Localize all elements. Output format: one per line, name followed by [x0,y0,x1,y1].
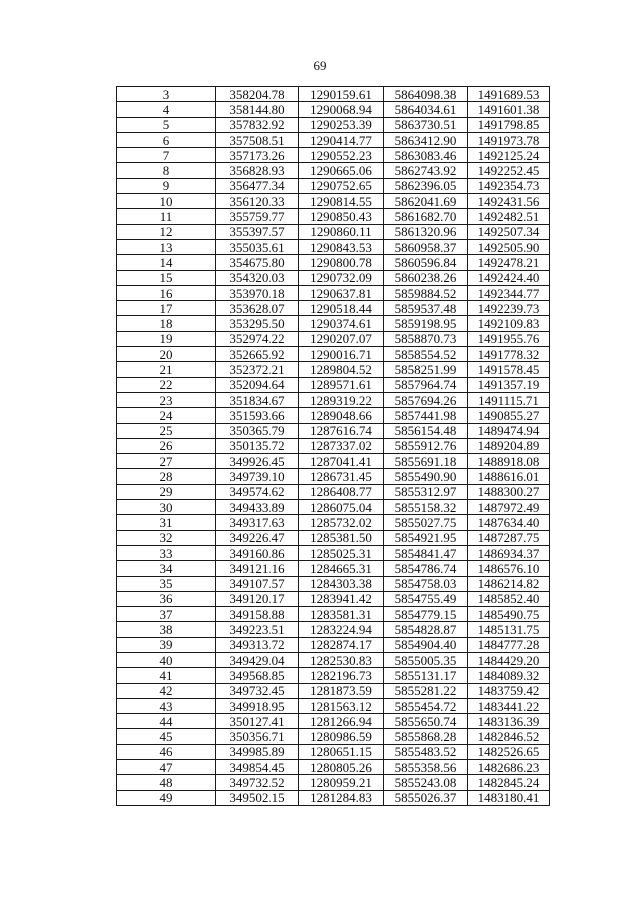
coord-value-cell: 349226.47 [216,530,299,545]
coord-value-cell: 352094.64 [216,377,299,392]
table-row [117,362,550,377]
coord-value-cell: 1484777.28 [468,637,550,652]
coord-value-cell: 1290159.61 [299,87,384,102]
coord-value-cell: 349429.04 [216,652,299,667]
coord-value-cell: 350356.71 [216,729,299,744]
coord-value-cell: 5855490.90 [384,469,468,484]
coord-value-cell: 1287041.41 [299,454,384,469]
coord-value-cell: 1487634.40 [468,515,550,530]
table-row [117,775,550,790]
point-number-cell: 41 [117,668,216,683]
coord-value-cell: 5860238.26 [384,270,468,285]
point-number-cell: 35 [117,576,216,591]
coord-value-cell: 349313.72 [216,637,299,652]
coord-value-cell: 5854904.40 [384,637,468,652]
table-row [117,744,550,759]
coord-value-cell: 351593.66 [216,408,299,423]
coord-value-cell: 5855454.72 [384,698,468,713]
point-number-cell: 23 [117,392,216,407]
coord-value-cell: 349568.85 [216,668,299,683]
table-row [117,102,550,117]
table-row [117,377,550,392]
coord-value-cell: 1482526.65 [468,744,550,759]
coord-value-cell: 349107.57 [216,576,299,591]
coord-value-cell: 1284665.31 [299,561,384,576]
coord-value-cell: 1485490.75 [468,607,550,622]
point-number-cell: 6 [117,132,216,147]
table-row [117,209,550,224]
coord-value-cell: 1482846.52 [468,729,550,744]
point-number-cell: 42 [117,683,216,698]
coord-value-cell: 1281563.12 [299,698,384,713]
coord-value-cell: 5855358.56 [384,760,468,775]
table-row [117,285,550,300]
point-number-cell: 40 [117,652,216,667]
coord-value-cell: 1286731.45 [299,469,384,484]
table-row [117,668,550,683]
table-row [117,714,550,729]
point-number-cell: 19 [117,331,216,346]
coord-value-cell: 1280959.21 [299,775,384,790]
coord-value-cell: 1492239.73 [468,301,550,316]
coord-value-cell: 5854828.87 [384,622,468,637]
coord-value-cell: 5855281.22 [384,683,468,698]
coord-value-cell: 5855312.97 [384,484,468,499]
coord-value-cell: 358204.78 [216,87,299,102]
coord-value-cell: 349120.17 [216,591,299,606]
coord-value-cell: 1282530.83 [299,652,384,667]
point-number-cell: 27 [117,454,216,469]
coord-value-cell: 5863730.51 [384,117,468,132]
coord-value-cell: 1482686.23 [468,760,550,775]
coord-value-cell: 349854.45 [216,760,299,775]
coord-value-cell: 353295.50 [216,316,299,331]
coord-value-cell: 5855650.74 [384,714,468,729]
point-number-cell: 32 [117,530,216,545]
coord-value-cell: 5855868.28 [384,729,468,744]
coord-value-cell: 358144.80 [216,102,299,117]
point-number-cell: 47 [117,760,216,775]
table-row [117,132,550,147]
table-row [117,347,550,362]
coord-value-cell: 1492507.34 [468,224,550,239]
coord-value-cell: 1492431.56 [468,194,550,209]
page-number: 69 [313,58,327,73]
coord-value-cell: 1290207.07 [299,331,384,346]
point-number-cell: 38 [117,622,216,637]
table-row [117,117,550,132]
coord-value-cell: 5863412.90 [384,132,468,147]
table-row [117,239,550,254]
coord-value-cell: 1484429.20 [468,652,550,667]
coord-value-cell: 1492252.45 [468,163,550,178]
coord-value-cell: 5855691.18 [384,454,468,469]
coord-value-cell: 5854755.49 [384,591,468,606]
table-row [117,178,550,193]
coord-value-cell: 355759.77 [216,209,299,224]
coord-value-cell: 1286408.77 [299,484,384,499]
coord-value-cell: 349926.45 [216,454,299,469]
point-number-cell: 29 [117,484,216,499]
table-row [117,148,550,163]
coord-value-cell: 1487972.49 [468,500,550,515]
coord-value-cell: 5861320.96 [384,224,468,239]
coord-value-cell: 1282874.17 [299,637,384,652]
coord-value-cell: 354320.03 [216,270,299,285]
table-row [117,423,550,438]
coord-value-cell: 349433.89 [216,500,299,515]
coord-value-cell: 1281284.83 [299,790,384,805]
coord-value-cell: 1491578.45 [468,362,550,377]
coord-value-cell: 356477.34 [216,178,299,193]
table-row [117,438,550,453]
point-number-cell: 7 [117,148,216,163]
coord-value-cell: 1485852.40 [468,591,550,606]
coord-value-cell: 1289804.52 [299,362,384,377]
coord-value-cell: 1488616.01 [468,469,550,484]
coord-value-cell: 1290860.11 [299,224,384,239]
coord-value-cell: 1290552.23 [299,148,384,163]
coord-value-cell: 1290414.77 [299,132,384,147]
table-row [117,194,550,209]
coord-value-cell: 5861682.70 [384,209,468,224]
coord-value-cell: 349985.89 [216,744,299,759]
coord-value-cell: 5860596.84 [384,255,468,270]
coord-value-cell: 5859198.95 [384,316,468,331]
coord-value-cell: 5855243.08 [384,775,468,790]
coord-value-cell: 1483441.22 [468,698,550,713]
table-row [117,484,550,499]
coord-value-cell: 1492354.73 [468,178,550,193]
coord-value-cell: 1285732.02 [299,515,384,530]
point-number-cell: 5 [117,117,216,132]
table-row [117,224,550,239]
table-row [117,622,550,637]
coord-value-cell: 1491357.19 [468,377,550,392]
table-row [117,637,550,652]
coord-value-cell: 1492125.24 [468,148,550,163]
table-row [117,683,550,698]
point-number-cell: 46 [117,744,216,759]
coord-value-cell: 1490855.27 [468,408,550,423]
coord-value-cell: 1485131.75 [468,622,550,637]
coord-value-cell: 1289571.61 [299,377,384,392]
coord-value-cell: 1486576.10 [468,561,550,576]
coord-value-cell: 355035.61 [216,239,299,254]
coord-value-cell: 5855027.75 [384,515,468,530]
coord-value-cell: 349502.15 [216,790,299,805]
coord-value-cell: 5864034.61 [384,102,468,117]
table-row [117,561,550,576]
point-number-cell: 31 [117,515,216,530]
table-row [117,698,550,713]
coord-value-cell: 1290732.09 [299,270,384,285]
coord-value-cell: 5855483.52 [384,744,468,759]
coord-value-cell: 1492505.90 [468,239,550,254]
point-number-cell: 17 [117,301,216,316]
coord-value-cell: 349158.88 [216,607,299,622]
coord-value-cell: 349223.51 [216,622,299,637]
table-row [117,729,550,744]
table-row [117,331,550,346]
coord-value-cell: 1287337.02 [299,438,384,453]
point-number-cell: 44 [117,714,216,729]
coord-value-cell: 1280805.26 [299,760,384,775]
point-number-cell: 8 [117,163,216,178]
coord-value-cell: 5857964.74 [384,377,468,392]
coord-value-cell: 349732.45 [216,683,299,698]
coord-value-cell: 1280651.15 [299,744,384,759]
table-row [117,652,550,667]
coord-value-cell: 1492478.21 [468,255,550,270]
point-number-cell: 25 [117,423,216,438]
point-number-cell: 20 [117,347,216,362]
point-number-cell: 21 [117,362,216,377]
point-number-cell: 26 [117,438,216,453]
coord-value-cell: 1290752.65 [299,178,384,193]
coord-value-cell: 5855158.32 [384,500,468,515]
point-number-cell: 15 [117,270,216,285]
coord-value-cell: 351834.67 [216,392,299,407]
coord-value-cell: 356828.93 [216,163,299,178]
point-number-cell: 28 [117,469,216,484]
coord-value-cell: 5855131.17 [384,668,468,683]
coord-value-cell: 1283941.42 [299,591,384,606]
coord-value-cell: 5858251.99 [384,362,468,377]
coord-value-cell: 353970.18 [216,285,299,300]
coord-value-cell: 1287616.74 [299,423,384,438]
point-number-cell: 9 [117,178,216,193]
coord-value-cell: 349732.52 [216,775,299,790]
coord-value-cell: 349121.16 [216,561,299,576]
coord-value-cell: 355397.57 [216,224,299,239]
point-number-cell: 14 [117,255,216,270]
coord-value-cell: 350127.41 [216,714,299,729]
point-number-cell: 16 [117,285,216,300]
coord-value-cell: 1491689.53 [468,87,550,102]
coord-value-cell: 1486934.37 [468,545,550,560]
coord-value-cell: 5854841.47 [384,545,468,560]
coord-value-cell: 1482845.24 [468,775,550,790]
coord-value-cell: 1491973.78 [468,132,550,147]
coord-value-cell: 5854758.03 [384,576,468,591]
coord-value-cell: 350135.72 [216,438,299,453]
coord-value-cell: 352974.22 [216,331,299,346]
coord-value-cell: 5862396.05 [384,178,468,193]
coord-value-cell: 354675.80 [216,255,299,270]
coordinates-table-body [117,87,550,806]
coord-value-cell: 1491115.71 [468,392,550,407]
point-number-cell: 4 [117,102,216,117]
coord-value-cell: 1492109.83 [468,316,550,331]
coord-value-cell: 1492344.77 [468,285,550,300]
coord-value-cell: 5854921.95 [384,530,468,545]
coordinates-table [116,86,550,806]
table-row [117,163,550,178]
coord-value-cell: 1484089.32 [468,668,550,683]
table-row [117,316,550,331]
coord-value-cell: 1290800.78 [299,255,384,270]
coord-value-cell: 1282196.73 [299,668,384,683]
point-number-cell: 3 [117,87,216,102]
coord-value-cell: 1285381.50 [299,530,384,545]
coord-value-cell: 5855026.37 [384,790,468,805]
coord-value-cell: 5858870.73 [384,331,468,346]
coord-value-cell: 1290843.53 [299,239,384,254]
table-row [117,408,550,423]
point-number-cell: 43 [117,698,216,713]
coord-value-cell: 5854779.15 [384,607,468,622]
coord-value-cell: 349739.10 [216,469,299,484]
coord-value-cell: 353628.07 [216,301,299,316]
coord-value-cell: 1281266.94 [299,714,384,729]
point-number-cell: 13 [117,239,216,254]
point-number-cell: 36 [117,591,216,606]
coord-value-cell: 357508.51 [216,132,299,147]
coord-value-cell: 349574.62 [216,484,299,499]
table-row [117,591,550,606]
coord-value-cell: 1290253.39 [299,117,384,132]
coord-value-cell: 1283224.94 [299,622,384,637]
table-row [117,576,550,591]
coord-value-cell: 1281873.59 [299,683,384,698]
point-number-cell: 45 [117,729,216,744]
table-row [117,530,550,545]
coord-value-cell: 1286075.04 [299,500,384,515]
point-number-cell: 18 [117,316,216,331]
coord-value-cell: 1491955.76 [468,331,550,346]
coord-value-cell: 1491601.38 [468,102,550,117]
point-number-cell: 24 [117,408,216,423]
point-number-cell: 48 [117,775,216,790]
point-number-cell: 49 [117,790,216,805]
coord-value-cell: 1290665.06 [299,163,384,178]
table-row [117,545,550,560]
coord-value-cell: 1290016.71 [299,347,384,362]
point-number-cell: 33 [117,545,216,560]
coord-value-cell: 5855912.76 [384,438,468,453]
coord-value-cell: 357832.92 [216,117,299,132]
coord-value-cell: 1289048.66 [299,408,384,423]
coord-value-cell: 357173.26 [216,148,299,163]
table-row [117,790,550,805]
point-number-cell: 30 [117,500,216,515]
table-row [117,255,550,270]
table-row [117,454,550,469]
coord-value-cell: 1492424.40 [468,270,550,285]
point-number-cell: 22 [117,377,216,392]
coord-value-cell: 350365.79 [216,423,299,438]
coord-value-cell: 1290068.94 [299,102,384,117]
point-number-cell: 12 [117,224,216,239]
coord-value-cell: 349317.63 [216,515,299,530]
coord-value-cell: 1491798.85 [468,117,550,132]
coord-value-cell: 1290814.55 [299,194,384,209]
point-number-cell: 37 [117,607,216,622]
table-row [117,760,550,775]
coord-value-cell: 5855005.35 [384,652,468,667]
coord-value-cell: 1483136.39 [468,714,550,729]
coord-value-cell: 5856154.48 [384,423,468,438]
coord-value-cell: 1483180.41 [468,790,550,805]
table-row [117,500,550,515]
coord-value-cell: 1285025.31 [299,545,384,560]
coord-value-cell: 1289319.22 [299,392,384,407]
coord-value-cell: 1488918.08 [468,454,550,469]
coord-value-cell: 5858554.52 [384,347,468,362]
coord-value-cell: 5864098.38 [384,87,468,102]
coord-value-cell: 1486214.82 [468,576,550,591]
coord-value-cell: 1483759.42 [468,683,550,698]
coord-value-cell: 1488300.27 [468,484,550,499]
point-number-cell: 39 [117,637,216,652]
table-row [117,607,550,622]
coord-value-cell: 356120.33 [216,194,299,209]
coord-value-cell: 5860958.37 [384,239,468,254]
table-row [117,392,550,407]
coord-value-cell: 5862041.69 [384,194,468,209]
coord-value-cell: 1280986.59 [299,729,384,744]
coord-value-cell: 5863083.46 [384,148,468,163]
coord-value-cell: 1284303.38 [299,576,384,591]
coord-value-cell: 5859537.48 [384,301,468,316]
coord-value-cell: 1290850.43 [299,209,384,224]
table-row [117,270,550,285]
coord-value-cell: 1283581.31 [299,607,384,622]
coord-value-cell: 5862743.92 [384,163,468,178]
coord-value-cell: 1290637.81 [299,285,384,300]
coord-value-cell: 1290518.44 [299,301,384,316]
coord-value-cell: 352665.92 [216,347,299,362]
coord-value-cell: 349160.86 [216,545,299,560]
table-row [117,301,550,316]
coord-value-cell: 1491778.32 [468,347,550,362]
coord-value-cell: 352372.21 [216,362,299,377]
table-row [117,515,550,530]
point-number-cell: 10 [117,194,216,209]
table-row [117,469,550,484]
coord-value-cell: 5854786.74 [384,561,468,576]
coord-value-cell: 5859884.52 [384,285,468,300]
coord-value-cell: 349918.95 [216,698,299,713]
coord-value-cell: 1492482.51 [468,209,550,224]
table-row [117,87,550,102]
coord-value-cell: 1487287.75 [468,530,550,545]
coord-value-cell: 1489204.89 [468,438,550,453]
point-number-cell: 34 [117,561,216,576]
coord-value-cell: 1489474.94 [468,423,550,438]
coord-value-cell: 5857441.98 [384,408,468,423]
coord-value-cell: 5857694.26 [384,392,468,407]
point-number-cell: 11 [117,209,216,224]
coord-value-cell: 1290374.61 [299,316,384,331]
